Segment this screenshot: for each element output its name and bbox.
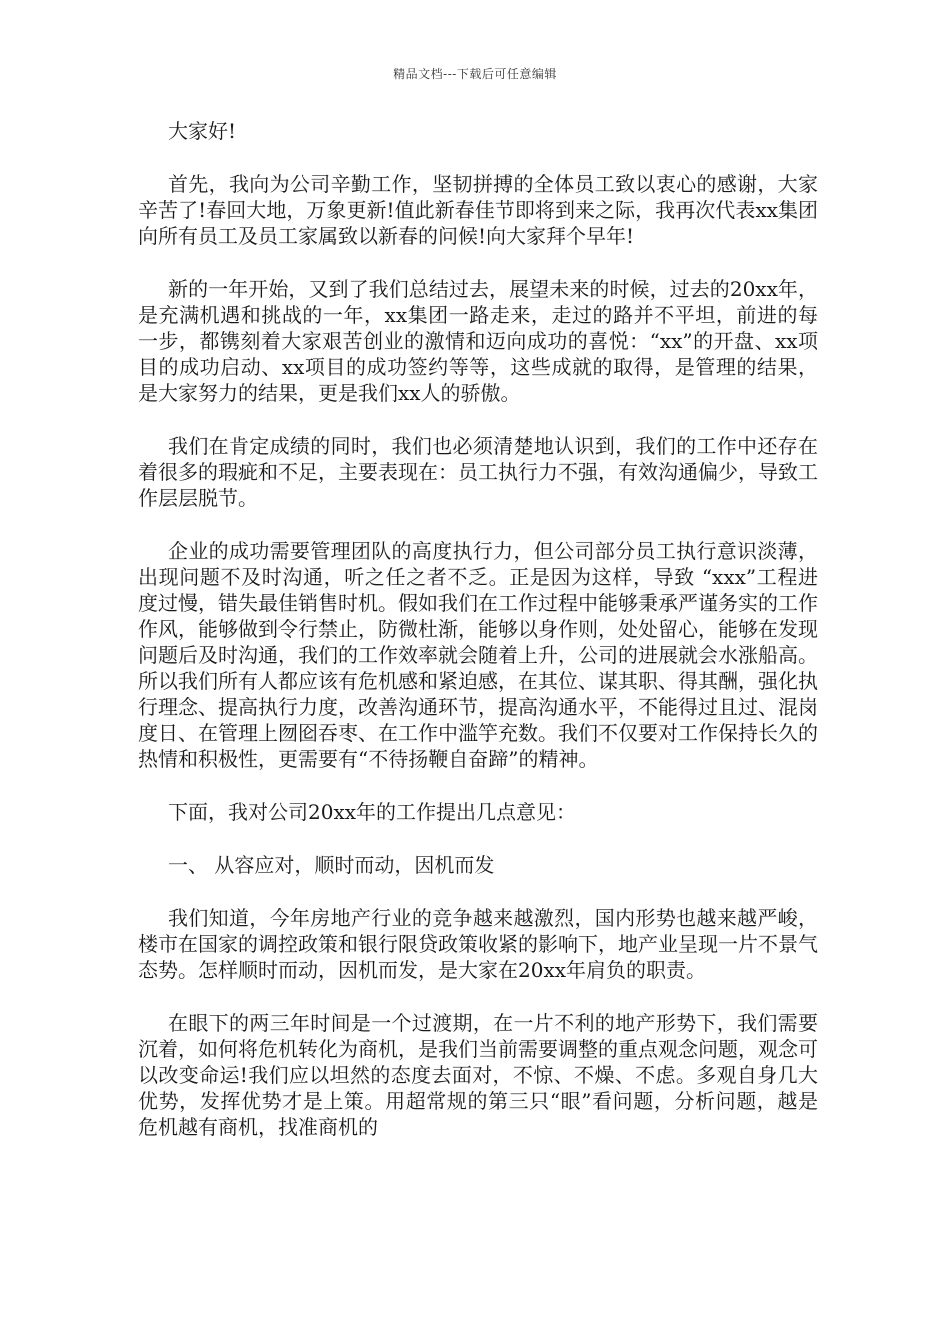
paragraph-shortcomings: 我们在肯定成绩的同时，我们也必须清楚地认识到，我们的工作中还存在着很多的瑕疵和不足，主要表现在：员工执行力不强，有效沟通偏少，导致工作层层脱节。 — [138, 434, 818, 510]
paragraph-review: 新的一年开始，又到了我们总结过去，展望未来的时候，过去的20xx年，是充满机遇和挑战的一年，xx集团一路走来，走过的路并不平坦，前进的每一步，都镌刻着大家艰苦创业的激情和迈向成功的喜悦：“xx”的开盘、xx项目的成功启动、xx项目的成功签约等等，这些成就的取得，是管理的结果，是大家努力的结果，更是我们xx人的骄傲。 — [138, 277, 818, 405]
paragraph-transition: 在眼下的两三年时间是一个过渡期，在一片不利的地产形势下，我们需要沉着，如何将危机转化为商机，是我们当前需要调整的重点观念问题，观念可以改变命运!我们应以坦然的态度去面对，不惊、不燥、不虑。多观自身几大优势，发挥优势才是上策。用超常规的第三只“眼”看问题，分析问题，越是危机越有商机，找准商机的 — [138, 1011, 818, 1139]
paragraph-opinions-intro: 下面，我对公司20xx年的工作提出几点意见： — [168, 800, 577, 824]
paragraph-greeting: 大家好! — [168, 119, 237, 143]
paragraph-execution: 企业的成功需要管理团队的高度执行力，但公司部分员工执行意识淡薄，出现问题不及时沟通，听之任之者不乏。正是因为这样，导致 “xxx”工程进度过慢，错失最佳销售时机。假如我们在工作过程中能够秉承严谨务实的工作作风，能够做到令行禁止，防微杜渐，能够以身作则，处处留心，能够在发现问题后及时沟通，我们的工作效率就会随着上升，公司的进展就会水涨船高。所以我们所有人都应该有危机感和紧迫感，在其位、谋其职、得其酬，强化执行理念、提高执行力度，改善沟通环节，提高沟通水平，不能得过且过、混岗度日、在管理上囫囵吞枣、在工作中滥竽充数。我们不仅要对工作保持长久的热情和积极性，更需要有“不待扬鞭自奋蹄”的精神。 — [138, 539, 818, 771]
document-body — [138, 118, 818, 1167]
page-header: 精品文档---下载后可任意编辑 — [393, 67, 557, 81]
section-heading-1: 一、 从容应对，顺时而动，因机而发 — [168, 853, 495, 877]
paragraph-market: 我们知道，今年房地产行业的竞争越来越激烈，国内形势也越来越严峻，楼市在国家的调控政策和银行限贷政策收紧的影响下，地产业呈现一片不景气态势。怎样顺时而动，因机而发，是大家在20xx年肩负的职责。 — [138, 906, 818, 982]
paragraph-thanks: 首先，我向为公司辛勤工作，坚韧拼搏的全体员工致以衷心的感谢，大家辛苦了!春回大地，万象更新!值此新春佳节即将到来之际，我再次代表xx集团向所有员工及员工家属致以新春的问候!向大家拜个早年! — [138, 172, 818, 248]
